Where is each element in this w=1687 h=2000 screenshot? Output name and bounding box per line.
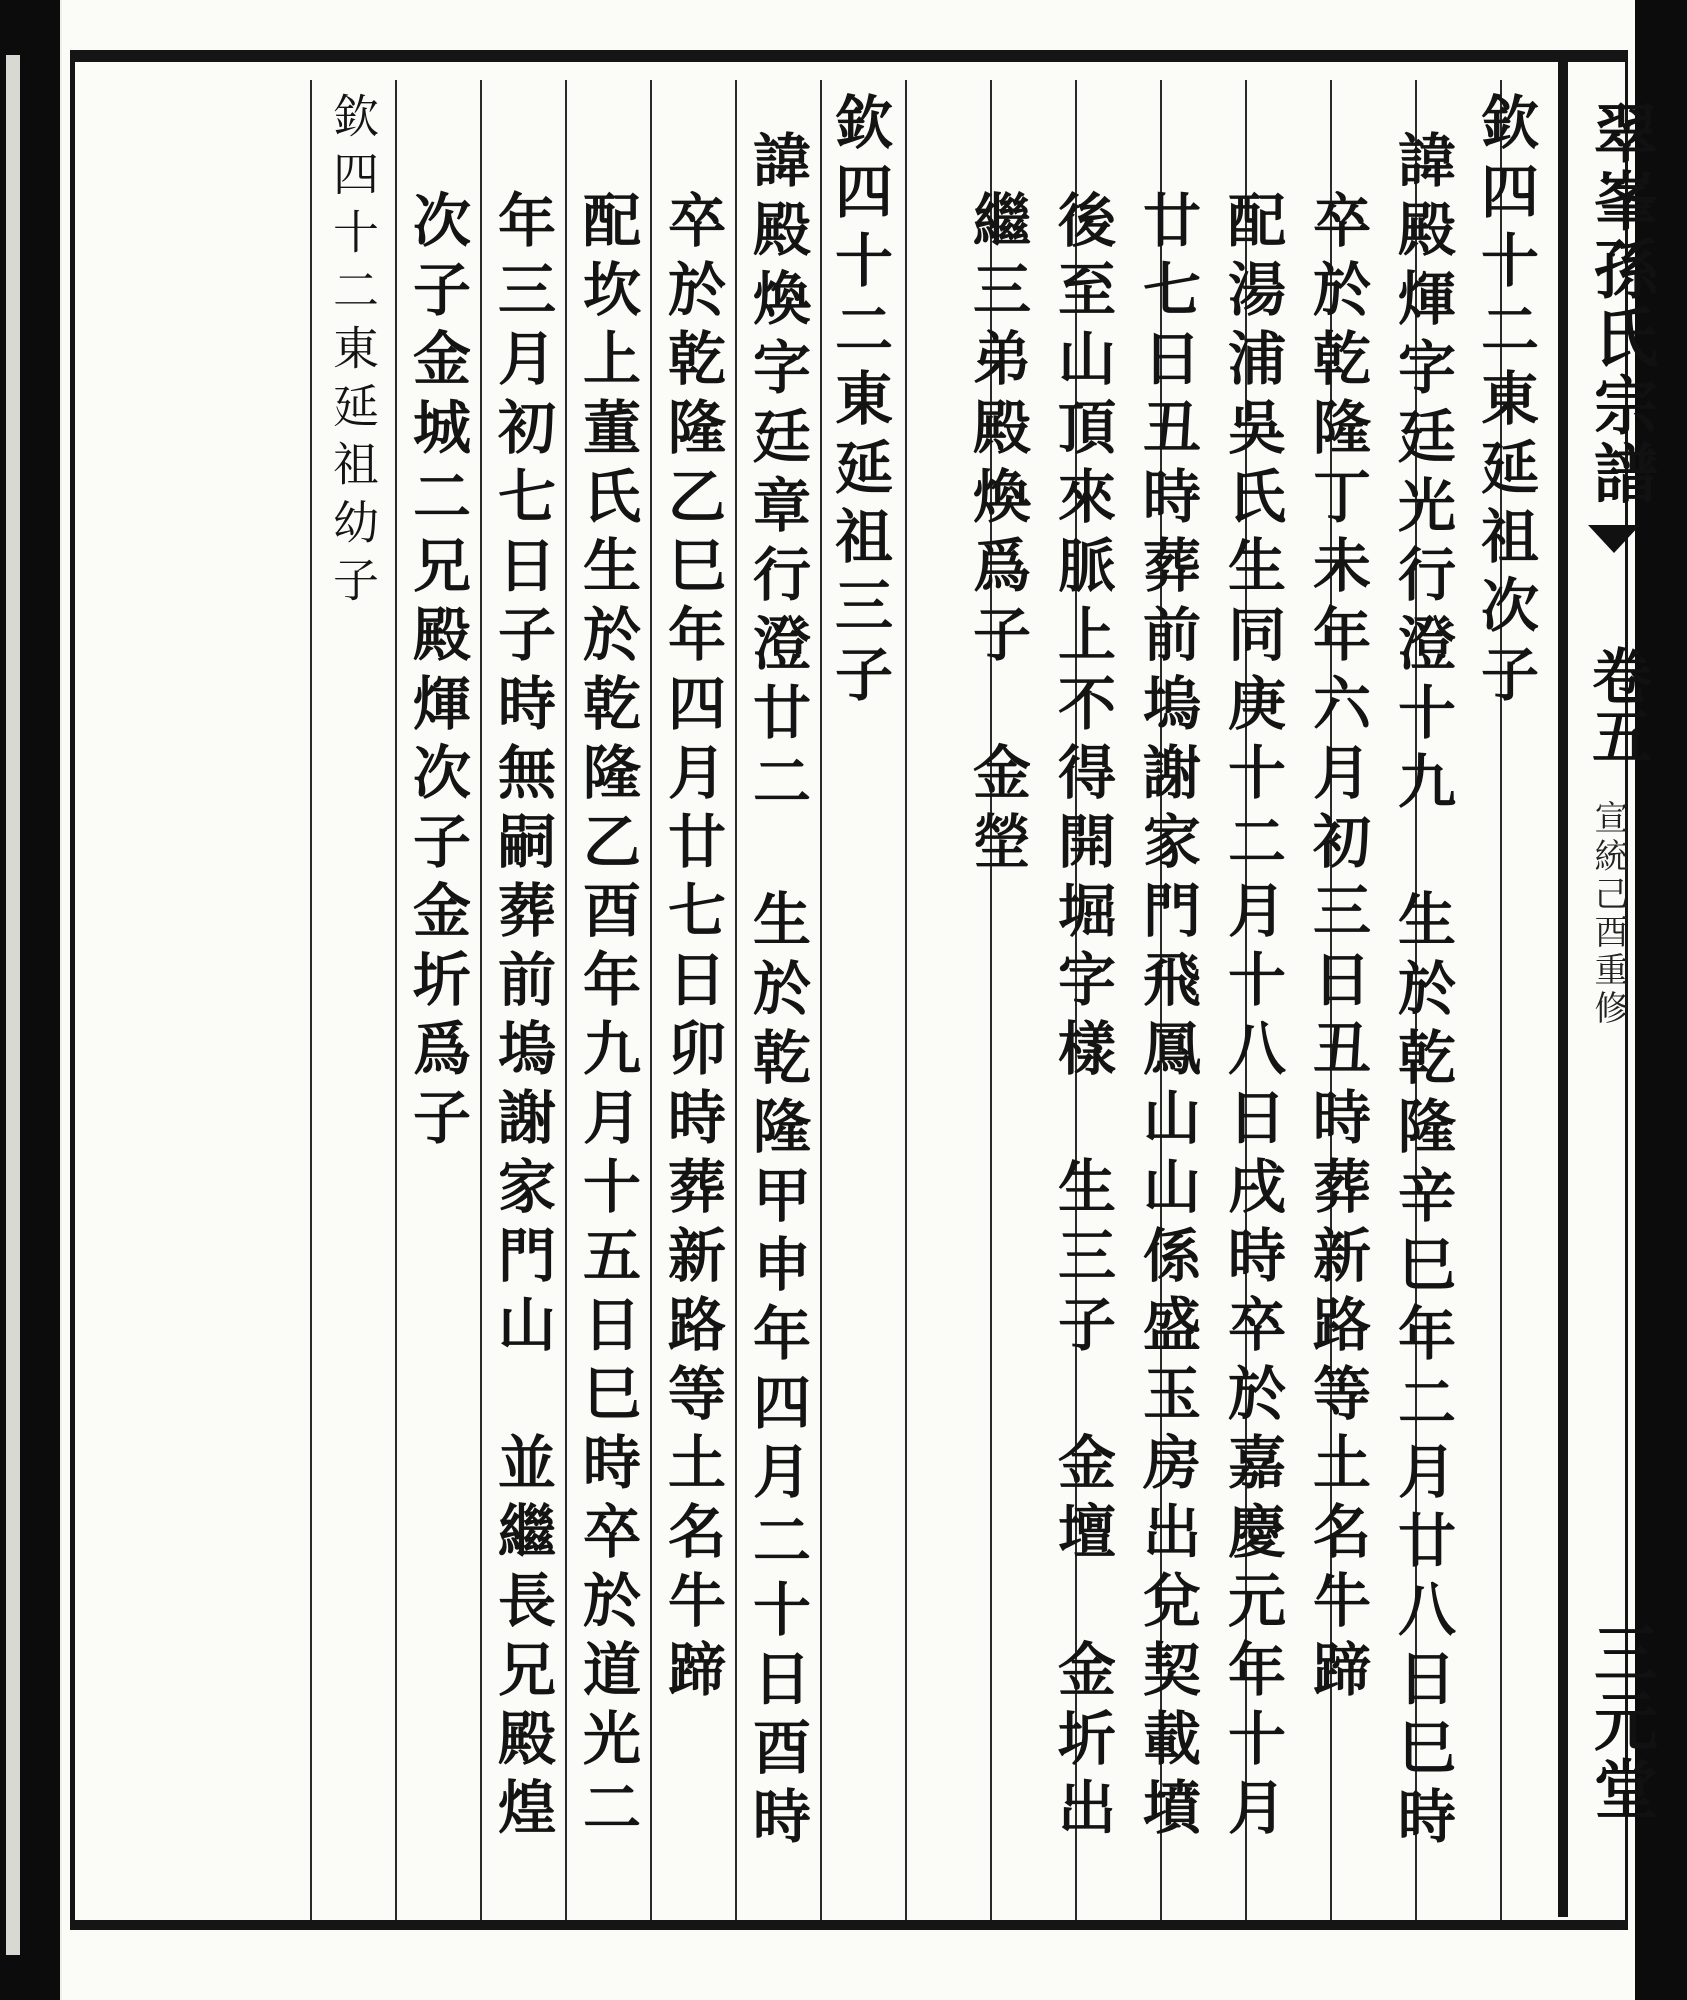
column-rule xyxy=(395,80,397,1920)
text-column: 配湯浦吳氏生同庚十二月十八日戌時卒於嘉慶元年十月 xyxy=(1218,190,1286,1846)
column-rule xyxy=(310,80,312,1920)
column-rule xyxy=(735,80,737,1920)
text-column: 欽四十二東延祖次子 xyxy=(1471,92,1539,713)
column-rule xyxy=(650,80,652,1920)
adjacent-page-edge xyxy=(6,55,20,1955)
fold-margin-rule xyxy=(1558,62,1568,1917)
column-rule xyxy=(480,80,482,1920)
fishtail-mark xyxy=(1588,525,1640,553)
book-title: 翠峯孫氏宗譜 xyxy=(1583,100,1658,508)
text-column: 卒於乾隆乙巳年四月廿七日卯時葬新路等土名牛蹄 xyxy=(658,190,726,1708)
text-column: 諱殿煥字廷章行澄廿二 生於乾隆甲申年四月二十日酉時 xyxy=(743,130,811,1855)
text-column: 年三月初七日子時無嗣葬前塢謝家門山 並繼長兄殿煌 xyxy=(488,190,556,1846)
text-column: 廿七日丑時葬前塢謝家門飛鳳山山係盛玉房出兌契載墳 xyxy=(1133,190,1201,1846)
column-rule xyxy=(905,80,907,1920)
binding-spine-left xyxy=(0,0,60,2000)
column-rule xyxy=(565,80,567,1920)
text-column: 配坎上董氏生於乾隆乙酉年九月十五日巳時卒於道光二 xyxy=(573,190,641,1846)
text-column: 欽四十二東延祖三子 xyxy=(825,92,893,713)
edition-note: 宣統己酉重修 xyxy=(1588,800,1628,1028)
hall-name: 三元堂 xyxy=(1583,1620,1658,1824)
volume-number: 卷五 xyxy=(1582,645,1652,765)
text-column: 繼三弟殿煥爲子 金塋 xyxy=(963,190,1031,880)
block-heart-header xyxy=(1572,100,1658,1900)
text-column: 卒於乾隆丁未年六月初三日丑時葬新路等土名牛蹄 xyxy=(1303,190,1371,1708)
text-column: 後至山頂來脈上不得開堀字樣 生三子 金壇 金圻出 xyxy=(1048,190,1116,1846)
text-column: 諱殿煇字廷光行澄十九 生於乾隆辛巳年二月廿八日巳時 xyxy=(1388,130,1456,1855)
genealogy-page xyxy=(62,0,1635,2000)
column-rule xyxy=(820,80,822,1920)
text-column: 次子金城二兄殿煇次子金圻爲子 xyxy=(403,190,471,1156)
text-column: 欽四十二東延祖幼子 xyxy=(326,92,380,614)
